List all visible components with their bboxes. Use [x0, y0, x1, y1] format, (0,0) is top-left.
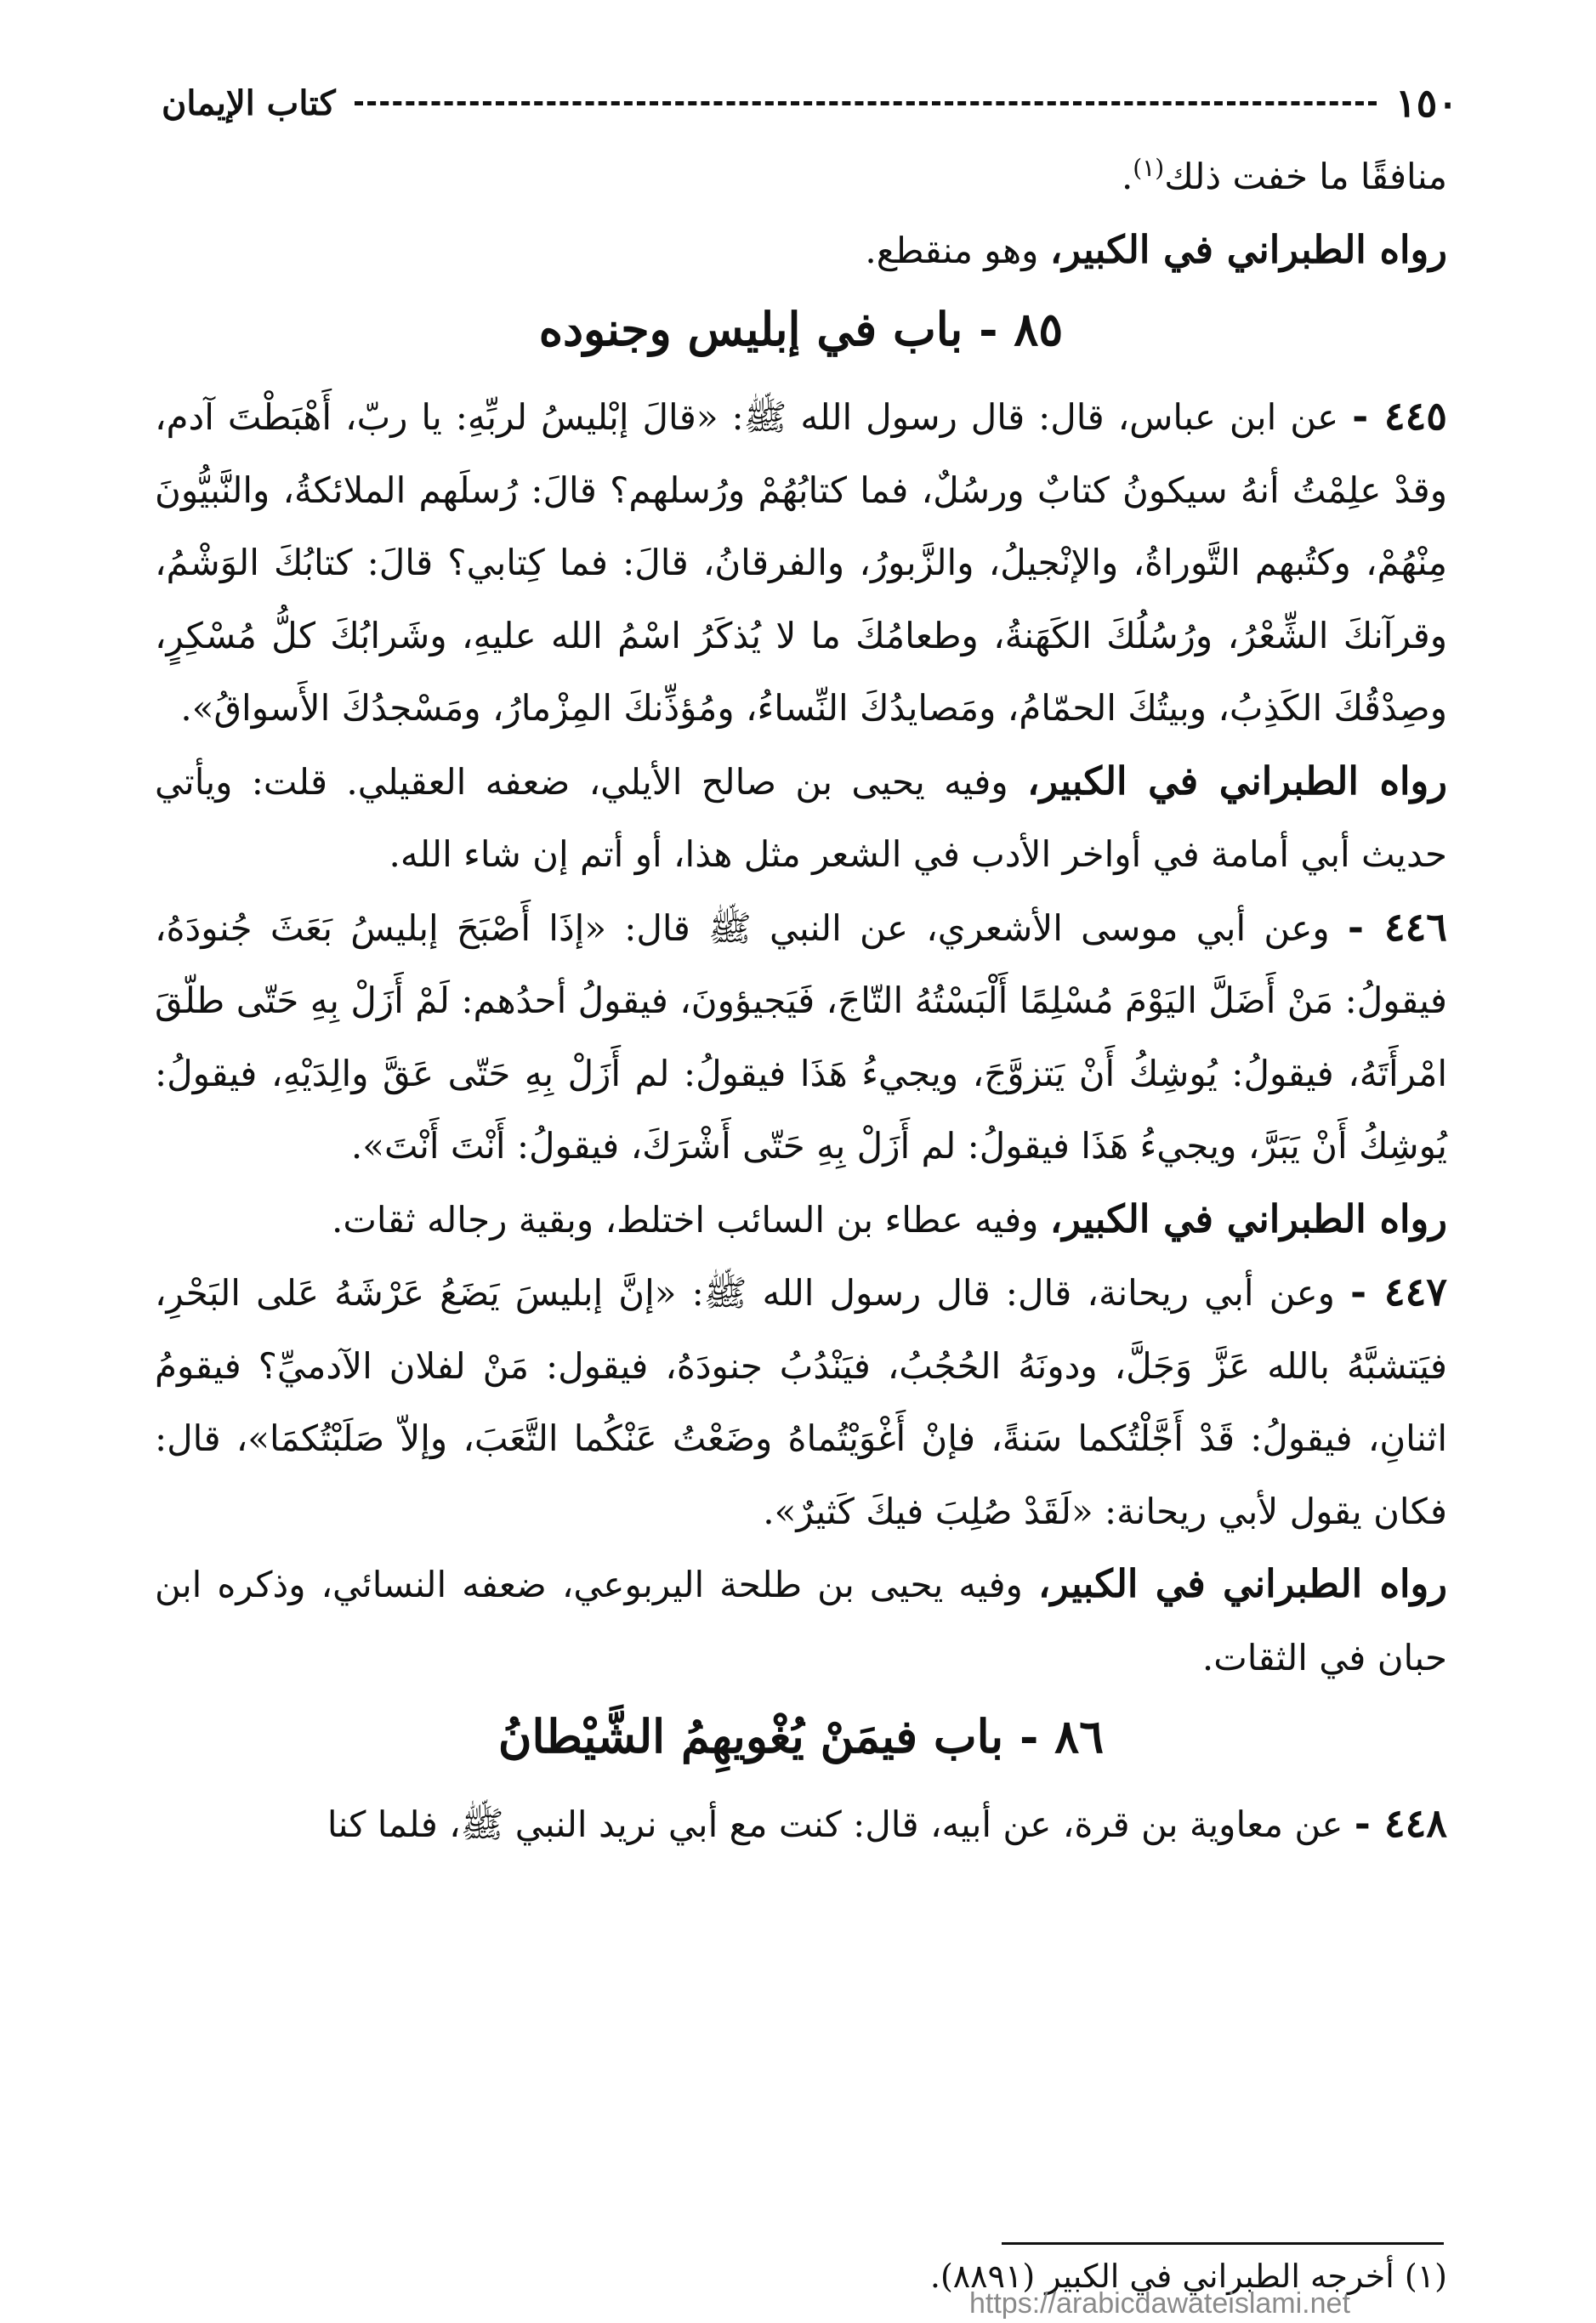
- hadith-number: ٤٤٥ -: [1352, 393, 1447, 439]
- footnote-marker: (١): [1133, 154, 1165, 182]
- chapter-heading: ٨٦ - باب فيمَنْ يُغْويهِمُ الشَّيْطانُ: [497, 1709, 1105, 1764]
- source-note: رواه الطبراني في الكبير، وهو منقطع.: [865, 226, 1447, 272]
- source-note: رواه الطبراني في الكبير، وفيه يحيى بن طلحة اليربوعي، ضعفه النسائي، وذكره ابن حبان في الثقات.: [155, 1561, 1447, 1678]
- watermark-url: https://arabicdawateislami.net: [969, 2287, 1350, 2320]
- paragraph-continuation: منافقًا ما خفت ذلك$^{(١)}$.: [1121, 154, 1447, 197]
- hadith-number: ٤٤٧ -: [1350, 1269, 1447, 1315]
- chapter-heading: ٨٥ - باب في إبليس وجنوده: [538, 302, 1064, 356]
- footnote: (١) أخرجه الطبراني في الكبير (٨٨٩١).: [929, 2258, 1447, 2295]
- hadith-448: ٤٤٨ - عن معاوية بن قرة، عن أبيه، قال: كنت مع أبي نريد النبي ﷺ، فلما كنا: [327, 1800, 1447, 1846]
- hadith-446: ٤٤٦ - وعن أبي موسى الأشعري، عن النبي ﷺ قال: «إذَا أَصْبَحَ إبليسُ بَعَثَ جُنودَهُ، فيقولُ: مَنْ أَضَلَّ اليَوْمَ مُسْلِمًا أَلْبَسْتُهُ التّاجَ، فَيَجيؤونَ، فيقولُ أحدُهم: لَمْ أَزَلْ بِهِ حَتّى طلّقَ امْرأَتَهُ، فيقولُ: يُوشِكُ أَنْ يَتزوَّجَ، ويجيءُ هَذَا فيقولُ: لم أَزَلْ بِهِ حَتّى عَقَّ والِدَيْهِ، فيقولُ: يُوشِكُ أَنْ يَبَرَّ، ويجيءُ هَذَا فيقولُ: لم أَزَلْ بِهِ حَتّى أَشْرَكَ، فيقولُ: أَنْتَ أَنْتَ».: [155, 903, 1447, 1167]
- source-note: رواه الطبراني في الكبير، وفيه عطاء بن السائب اختلط، وبقية رجاله ثقات.: [332, 1196, 1447, 1241]
- page-number: ١٥٠: [1394, 80, 1458, 126]
- hadith-number: ٤٤٦ -: [1347, 903, 1447, 950]
- page-header: [162, 82, 1458, 124]
- footnote-rule: [1002, 2242, 1444, 2245]
- book-title: كتاب الإيمان: [162, 82, 336, 123]
- header-rule: [355, 101, 1377, 105]
- source-note: رواه الطبراني في الكبير، وفيه يحيى بن صالح الأيلي، ضعفه العقيلي. قلت: ويأتي حديث أبي أمامة في أواخر الأدب في الشعر مثل هذا، أو أتم إن شاء الله.: [155, 758, 1447, 875]
- page-body: [155, 140, 1447, 1861]
- hadith-447: ٤٤٧ - وعن أبي ريحانة، قال: قال رسول الله ﷺ: «إنَّ إبليسَ يَضَعُ عَرْشَهُ عَلى البَحْرِ، فيَتشبَّهُ بالله عَزَّ وَجَلَّ، ودونَهُ الحُجُبُ، فيَنْدُبُ جنودَهُ، فيقول: مَنْ لفلان الآدميِّ؟ فيقومُ اثنانِ، فيقولُ: قَدْ أَجَّلْتُكما سَنةً، فإنْ أَغْوَيْتُماهُ وضَعْتُ عَنْكُما التَّعَبَ، وإلاّ صَلَبْتُكمَا»، قال: فكان يقول لأبي ريحانة: «لَقَدْ صُلِبَ فيكَ كَثيرٌ».: [155, 1269, 1447, 1532]
- hadith-number: ٤٤٨ -: [1354, 1800, 1447, 1846]
- hadith-445: ٤٤٥ - عن ابن عباس، قال: قال رسول الله ﷺ: «قالَ إبْليسُ لربِّهِ: يا ربّ، أَهْبَطْتَ آدم، وقدْ علِمْتُ أنهُ سيكونُ كتابٌ ورسُلٌ، فما كتابُهُمْ ورُسلهم؟ قالَ: رُسلَهم الملائكةُ، والنَّبيُّونَ مِنْهُمْ، وكتُبهم التَّوراةُ، والإنْجيلُ، والزَّبورُ، والفرقانُ، قالَ: فما كِتابي؟ قالَ: كتابُكَ الوَشْمُ، وقرآنكَ الشِّعْرُ، ورُسُلُكَ الكَهَنةُ، وطعامُكَ ما لا يُذكَرُ اسْمُ الله عليهِ، وشَرابُكَ كلُّ مُسْكِرٍ، وصِدْقُكَ الكَذِبُ، وبيتُكَ الحمّامُ، ومَصايدُكَ النِّساءُ، ومُؤذِّنكَ المِزْمارُ، ومَسْجدُكَ الأَسواقُ».: [155, 393, 1447, 729]
